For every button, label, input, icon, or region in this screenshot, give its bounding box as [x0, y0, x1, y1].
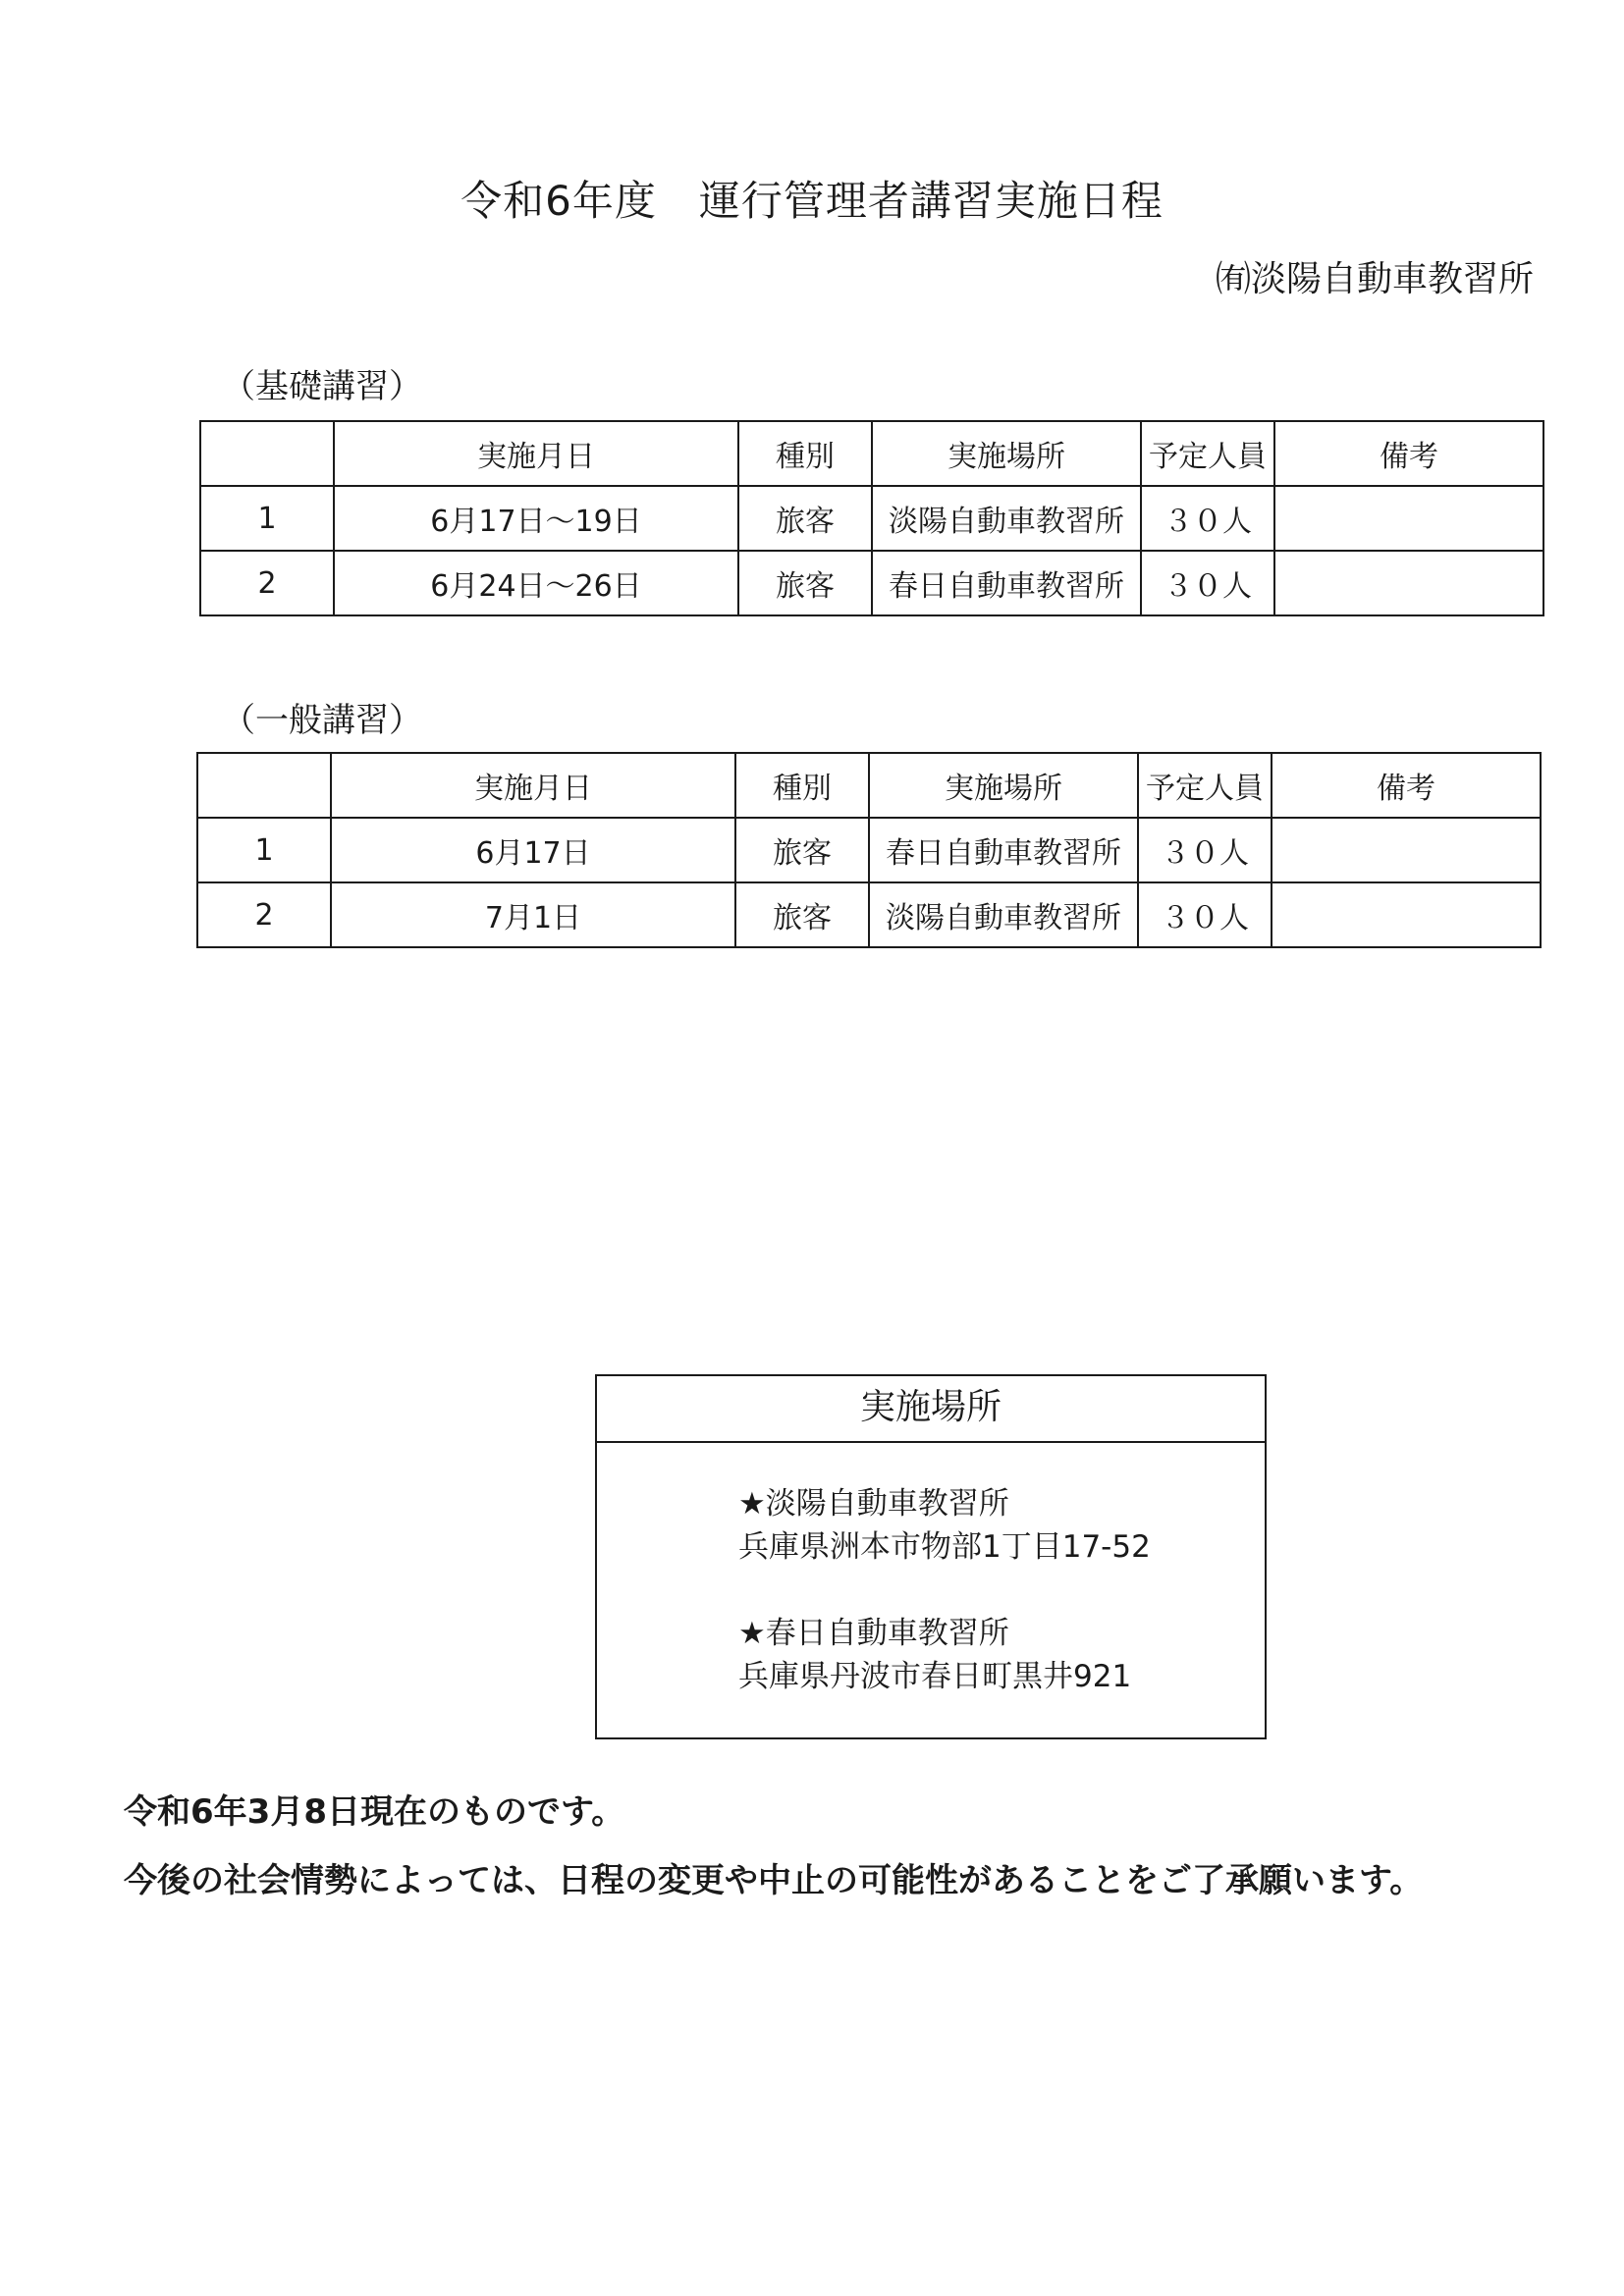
venue-name: ★春日自動車教習所 [738, 1616, 1009, 1651]
venue-address: 兵庫県丹波市春日町黒井921 [738, 1659, 1132, 1694]
row-capacity: ３０人 [1141, 551, 1274, 615]
row-place: 淡陽自動車教習所 [869, 882, 1138, 947]
row-place: 春日自動車教習所 [869, 818, 1138, 882]
venue-box [595, 1374, 1267, 1739]
row-number: 1 [197, 818, 331, 882]
row-capacity: ３０人 [1138, 882, 1272, 947]
row-date: 6月17日 [331, 818, 735, 882]
header-cell-date: 実施月日 [331, 753, 735, 818]
row-kind: 旅客 [738, 551, 872, 615]
table-header-row [200, 421, 1543, 486]
venue-heading: 実施場所 [597, 1376, 1265, 1443]
header-cell-place: 実施場所 [872, 421, 1141, 486]
header-cell-kind: 種別 [735, 753, 869, 818]
table-row [200, 486, 1543, 551]
row-number: 1 [200, 486, 334, 551]
venue-list [597, 1443, 1265, 1698]
row-date: 6月24日～26日 [334, 551, 738, 615]
table-row [200, 551, 1543, 615]
row-number: 2 [197, 882, 331, 947]
row-capacity: ３０人 [1138, 818, 1272, 882]
general-course-label: （一般講習） [222, 701, 422, 740]
basic-course-label: （基礎講習） [222, 367, 422, 406]
header-cell-place: 実施場所 [869, 753, 1138, 818]
row-note [1274, 486, 1543, 551]
row-place: 淡陽自動車教習所 [872, 486, 1141, 551]
header-cell-note: 備考 [1272, 753, 1541, 818]
venue-name: ★淡陽自動車教習所 [738, 1486, 1009, 1522]
general-course-table [196, 752, 1542, 948]
header-cell-no [197, 753, 331, 818]
row-capacity: ３０人 [1141, 486, 1274, 551]
header-cell-date: 実施月日 [334, 421, 738, 486]
row-date: 7月1日 [331, 882, 735, 947]
header-cell-no [200, 421, 334, 486]
row-place: 春日自動車教習所 [872, 551, 1141, 615]
document-title: 令和6年度 運行管理者講習実施日程 [460, 177, 1164, 225]
venue-address: 兵庫県洲本市物部1丁目17-52 [738, 1529, 1151, 1565]
table-row [197, 882, 1541, 947]
table-header-row [197, 753, 1541, 818]
row-number: 2 [200, 551, 334, 615]
notice-date: 令和6年3月8日現在のものです。 [124, 1792, 625, 1832]
row-kind: 旅客 [735, 818, 869, 882]
basic-course-table [199, 420, 1544, 616]
organization-name: ㈲淡陽自動車教習所 [1215, 259, 1534, 299]
row-note [1274, 551, 1543, 615]
row-date: 6月17日～19日 [334, 486, 738, 551]
header-cell-capacity: 予定人員 [1141, 421, 1274, 486]
row-kind: 旅客 [735, 882, 869, 947]
row-note [1272, 882, 1541, 947]
header-cell-capacity: 予定人員 [1138, 753, 1272, 818]
row-kind: 旅客 [738, 486, 872, 551]
notice-disclaimer: 今後の社会情勢によっては、日程の変更や中止の可能性があることをご了承願います。 [124, 1861, 1424, 1900]
header-cell-note: 備考 [1274, 421, 1543, 486]
header-cell-kind: 種別 [738, 421, 872, 486]
row-note [1272, 818, 1541, 882]
table-row [197, 818, 1541, 882]
